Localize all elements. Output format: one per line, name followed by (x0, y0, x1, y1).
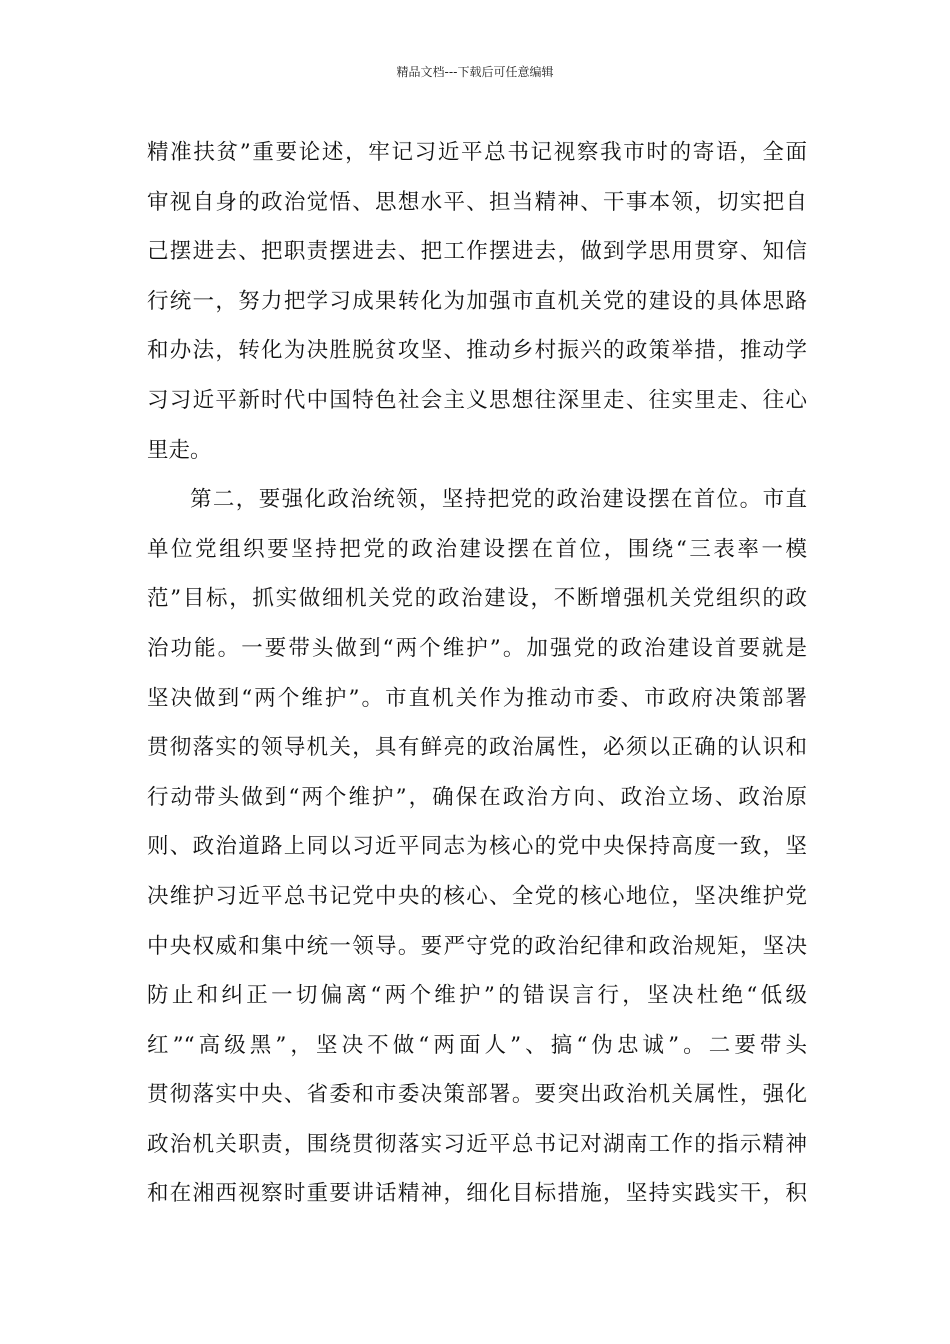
text-line: 审视自身的政治觉悟、思想水平、担当精神、干事本领，切实把自 (147, 189, 807, 215)
text-line: 习习近平新时代中国特色社会主义思想往深里走、往实里走、往心 (147, 387, 807, 413)
text-line: 行动带头做到“两个维护”，确保在政治方向、政治立场、政治原 (147, 784, 807, 810)
text-line: 精准扶贫”重要论述，牢记习近平总书记视察我市时的寄语，全面 (147, 140, 807, 165)
text-line: 决维护习近平总书记党中央的核心、全党的核心地位，坚决维护党 (147, 883, 807, 909)
text-line: 第二，要强化政治统领，坚持把党的政治建设摆在首位。市直 (190, 487, 807, 513)
text-line: 贯彻落实的领导机关，具有鲜亮的政治属性，必须以正确的认识和 (147, 735, 807, 761)
text-line: 和在湘西视察时重要讲话精神，细化目标措施，坚持实践实干，积 (147, 1181, 807, 1207)
text-line: 则、政治道路上同以习近平同志为核心的党中央保持高度一致，坚 (147, 834, 807, 860)
text-line: 治功能。一要带头做到“两个维护”。加强党的政治建设首要就是 (147, 635, 807, 661)
paragraph-2 (147, 475, 807, 1318)
text-line: 坚决做到“两个维护”。市直机关作为推动市委、市政府决策部署 (147, 685, 807, 711)
document-body (147, 128, 807, 1318)
text-line: 贯彻落实中央、省委和市委决策部署。要突出政治机关属性，强化 (147, 1082, 807, 1108)
text-line: 己摆进去、把职责摆进去、把工作摆进去，做到学思用贯穿、知信 (147, 239, 807, 265)
text-line: 防止和纠正一切偏离“两个维护”的错误言行，坚决杜绝“低级 (147, 983, 807, 1009)
text-line: 中央权威和集中统一领导。要严守党的政治纪律和政治规矩，坚决 (147, 933, 807, 959)
text-line (147, 1219, 807, 1269)
text-line: 红”“高级黑”，坚决不做“两面人”、搞“伪忠诚”。二要带头 (147, 1032, 807, 1058)
paragraph-1 (147, 128, 807, 475)
text-line (147, 1269, 807, 1319)
text-line: 范”目标，抓实做细机关党的政治建设，不断增强机关党组织的政 (147, 586, 807, 612)
page-header: 精品文档---下载后可任意编辑 (396, 65, 554, 79)
text-line: 单位党组织要坚持把党的政治建设摆在首位，围绕“三表率一模 (147, 536, 807, 562)
text-line: 和办法，转化为决胜脱贫攻坚、推动乡村振兴的政策举措，推动学 (147, 338, 807, 364)
text-line: 行统一，努力把学习成果转化为加强市直机关党的建设的具体思路 (147, 288, 807, 314)
text-line: 里走。 (147, 437, 212, 463)
text-line: 政治机关职责，围绕贯彻落实习近平总书记对湖南工作的指示精神 (147, 1131, 807, 1157)
